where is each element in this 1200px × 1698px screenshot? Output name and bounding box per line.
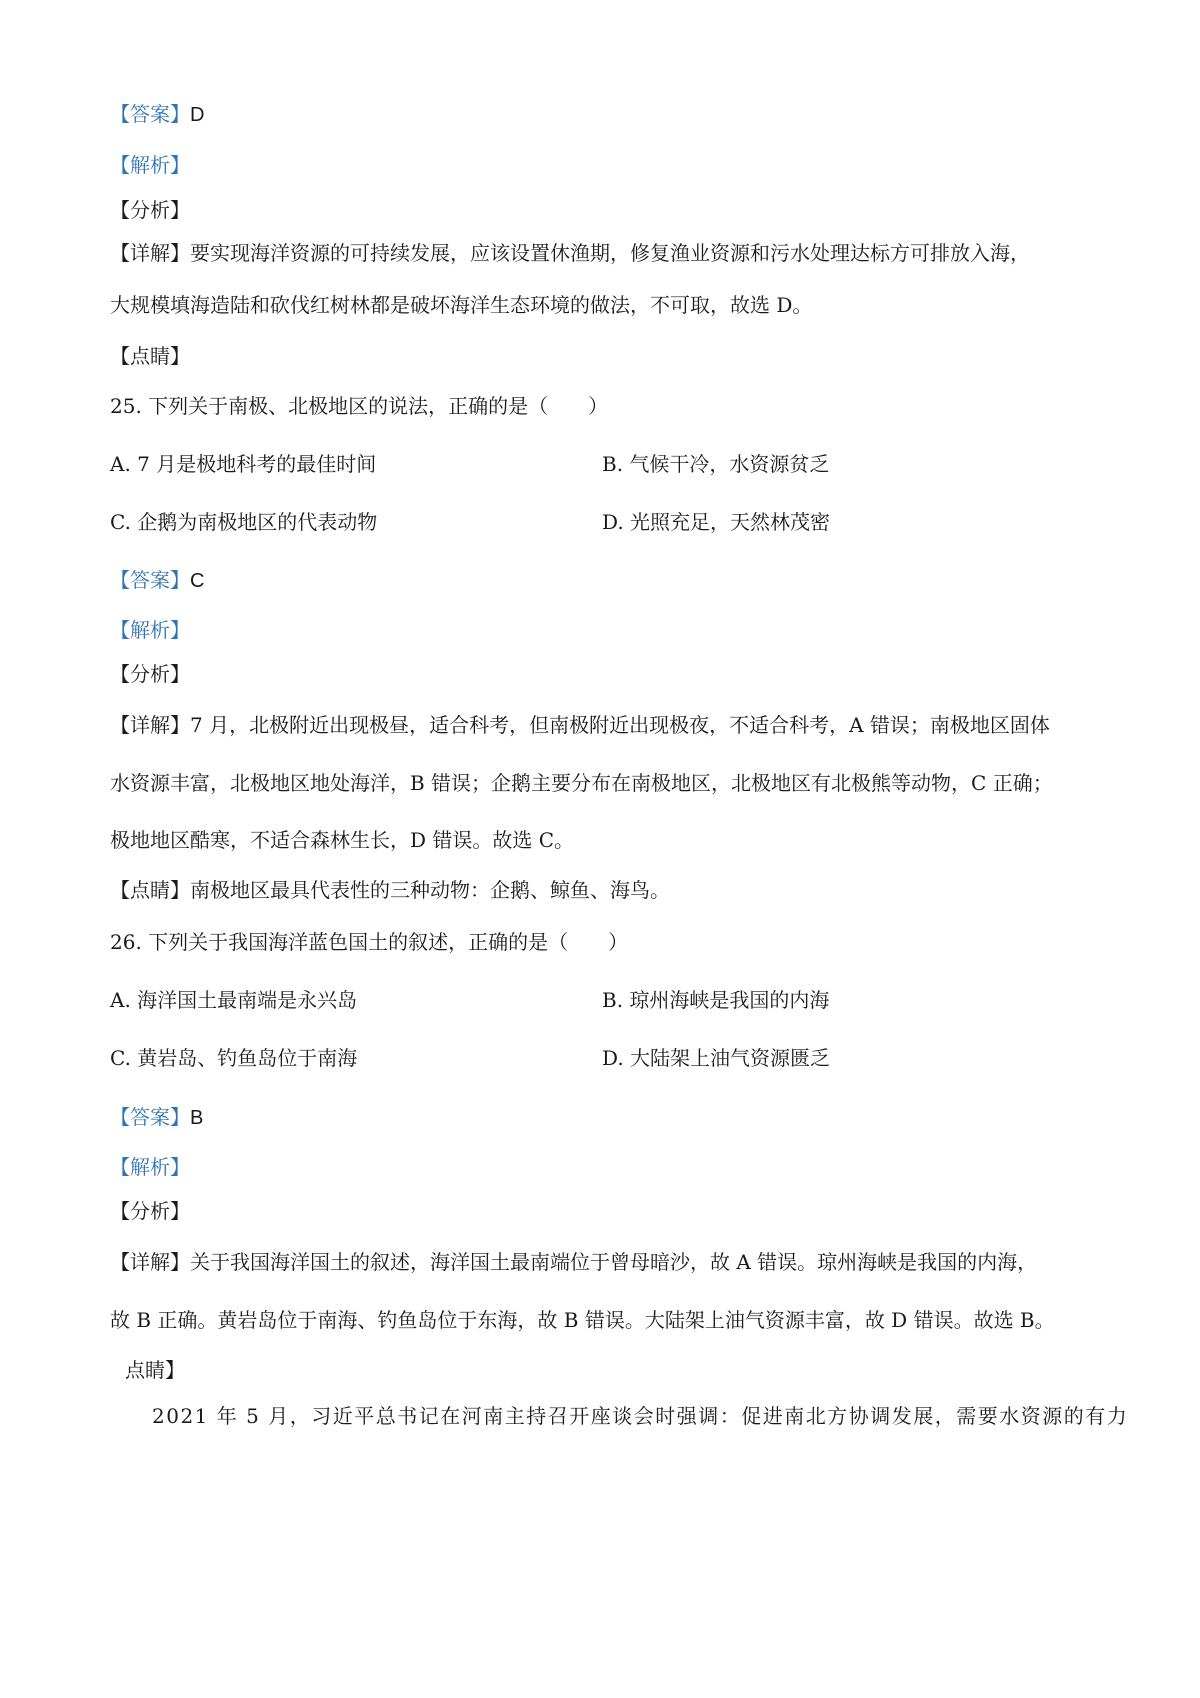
q24-analysis-label: 【解析】 xyxy=(110,153,190,177)
answer-value: B xyxy=(190,1107,204,1129)
q25-detail-line-2: 水资源丰富，北极地区地处海洋，B 错误；企鹅主要分布在南极地区，北极地区有北极熊等动物，C 正确； xyxy=(110,771,1053,795)
q26-detail-line-2: 故 B 正确。黄岩岛位于南海、钓鱼岛位于东海，故 B 错误。大陆架上油气资源丰富，故 D 错误。故选 B。 xyxy=(110,1308,1055,1332)
answer-label: 【答案】 xyxy=(110,568,190,592)
q25-fenxi-label: 【分析】 xyxy=(110,662,190,686)
q26-option-a: A. 海洋国土最南端是永兴岛 xyxy=(110,988,358,1012)
answer-value: C xyxy=(190,570,205,592)
q24-dianjing-label: 【点睛】 xyxy=(110,344,190,368)
q25-stem: 25. 下列关于南极、北极地区的说法，正确的是（ ） xyxy=(110,394,609,418)
q26-fenxi-label: 【分析】 xyxy=(110,1199,190,1223)
q25-option-c: C. 企鹅为南极地区的代表动物 xyxy=(110,510,378,534)
detail-text: 要实现海洋资源的可持续发展，应该设置休渔期，修复渔业资源和污水处理达标方可排放入海， xyxy=(190,241,1030,265)
dianjing-label: 【点睛】 xyxy=(110,878,190,902)
answer-label: 【答案】 xyxy=(110,102,190,126)
dianjing-text: 南极地区最具代表性的三种动物：企鹅、鲸鱼、海鸟。 xyxy=(190,878,670,902)
q26-option-c: C. 黄岩岛、钓鱼岛位于南海 xyxy=(110,1046,358,1070)
q26-option-b: B. 琼州海峡是我国的内海 xyxy=(602,988,830,1012)
detail-text: 关于我国海洋国土的叙述，海洋国土最南端位于曾母暗沙，故 A 错误。琼州海峡是我国的内海， xyxy=(190,1250,1038,1274)
q24-detail-line-2: 大规模填海造陆和砍伐红树林都是破坏海洋生态环境的做法，不可取，故选 D。 xyxy=(110,293,813,317)
q26-analysis-label: 【解析】 xyxy=(110,1155,190,1179)
q25-option-a: A. 7 月是极地科考的最佳时间 xyxy=(110,452,377,476)
q25-option-d: D. 光照充足，天然林茂密 xyxy=(602,510,831,534)
q26-option-d: D. 大陆架上油气资源匮乏 xyxy=(602,1046,831,1070)
answer-label: 【答案】 xyxy=(110,1105,190,1129)
passage-text: 2021 年 5 月，习近平总书记在河南主持召开座谈会时强调：促进南北方协调发展，需要水资源的有力 xyxy=(152,1404,1129,1428)
q25-answer xyxy=(110,567,204,594)
q25-option-b: B. 气候干冷，水资源贫乏 xyxy=(602,452,830,476)
detail-label: 【详解】 xyxy=(110,241,190,265)
q26-answer xyxy=(110,1104,203,1131)
answer-value: D xyxy=(190,104,205,126)
q24-fenxi-label: 【分析】 xyxy=(110,198,190,222)
q26-stem: 26. 下列关于我国海洋蓝色国土的叙述，正确的是（ ） xyxy=(110,930,629,954)
q25-analysis-label: 【解析】 xyxy=(110,618,190,642)
q25-dianjing xyxy=(110,877,670,903)
detail-label: 【详解】 xyxy=(110,1250,190,1274)
q25-detail-line-1 xyxy=(110,712,1050,738)
detail-text: 7 月，北极附近出现极昼，适合科考，但南极附近出现极夜，不适合科考，A 错误；南极地区固体 xyxy=(190,713,1050,737)
detail-label: 【详解】 xyxy=(110,713,190,737)
q24-answer xyxy=(110,101,204,128)
q26-dianjing-label: 点睛】 xyxy=(125,1358,185,1382)
q24-detail-line-1 xyxy=(110,240,1030,266)
q25-detail-line-3: 极地地区酷寒，不适合森林生长，D 错误。故选 C。 xyxy=(110,828,575,852)
q26-detail-line-1 xyxy=(110,1249,1037,1275)
